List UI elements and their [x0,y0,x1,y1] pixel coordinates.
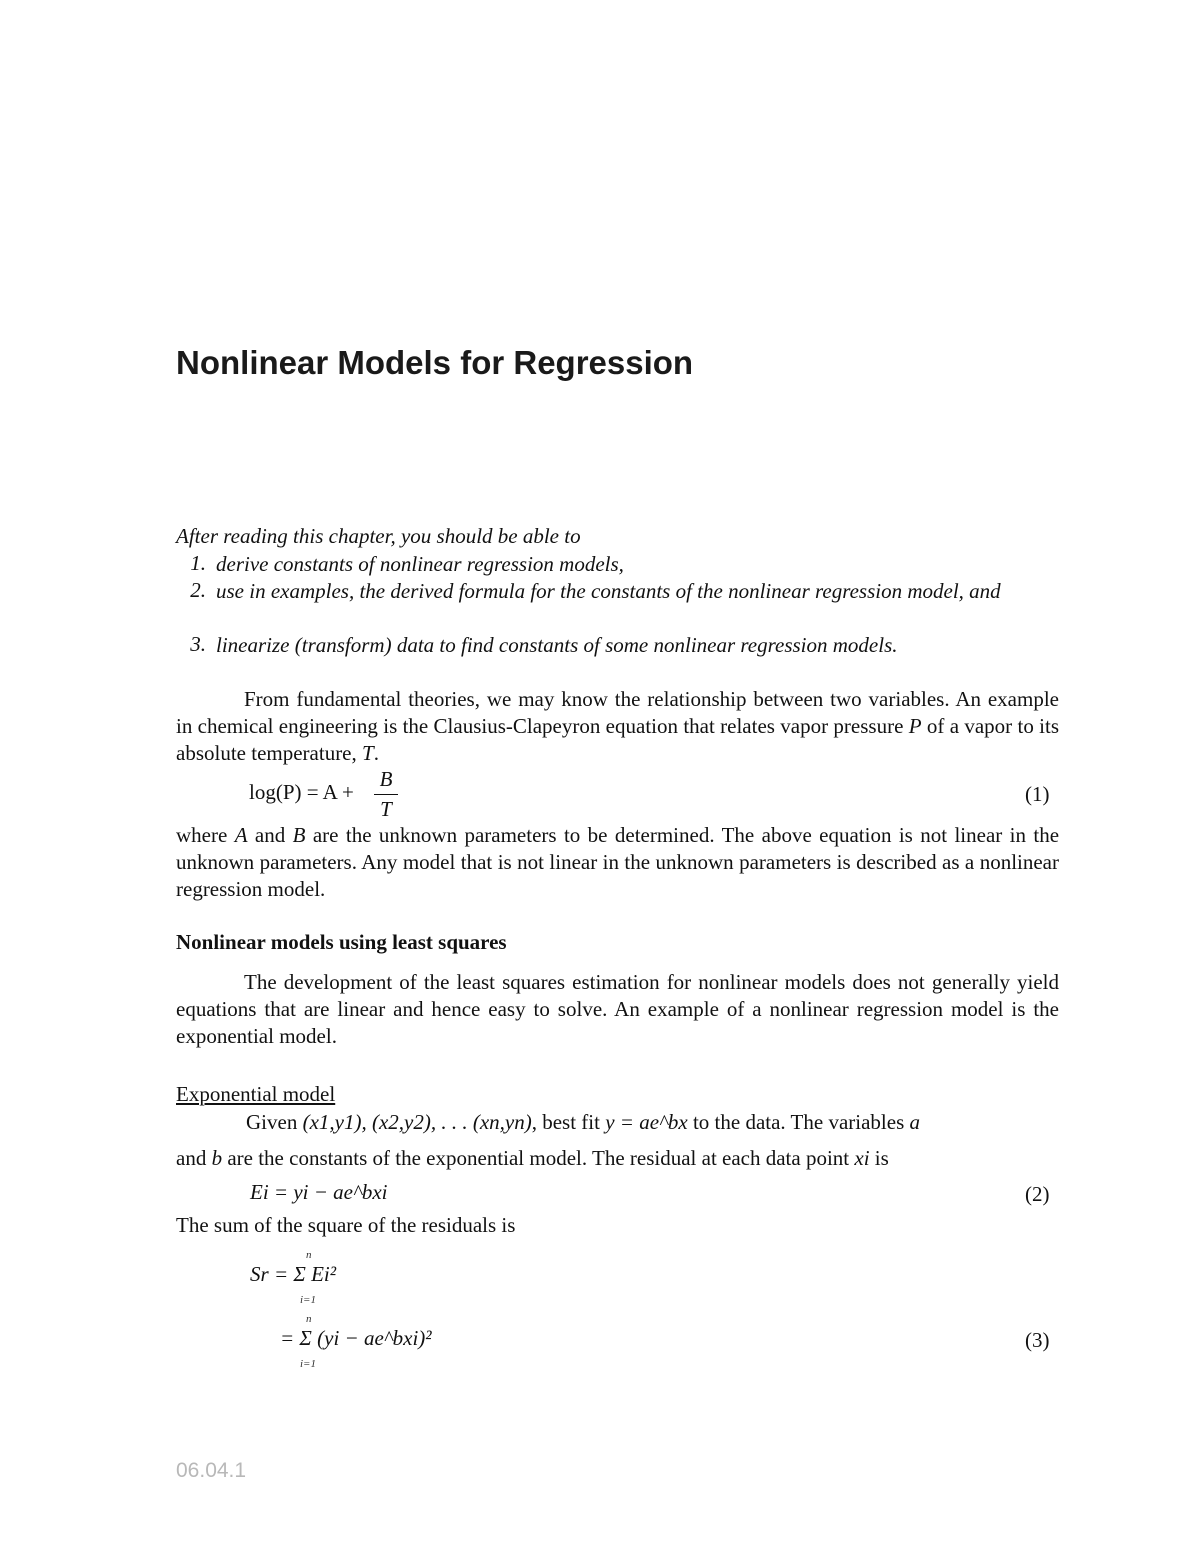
objective-text: linearize (transform) data to find constants of some nonlinear regression models. [216,633,898,657]
paragraph-where [176,822,1059,903]
paragraph-text: are the unknown parameters to be determined. The above equation is not linear in the unknown parameters. Any model that is not linear in the unknown parameters is described as a nonlinear regression model. [176,823,1060,901]
equation-lhs: log(P) = A + [249,780,354,804]
equation-2: Ei = yi − ae^bxi [250,1180,388,1204]
fraction-bar [374,794,398,795]
sum-upper-limit: n [306,1313,312,1325]
bestfit-text: , best fit [531,1110,600,1134]
sum-lower-limit: i=1 [300,1294,316,1306]
paragraph-text: . [373,741,379,765]
objective-text: derive constants of nonlinear regression models, [216,552,624,576]
equation-3-line-1 [250,1262,336,1287]
exponential-model-line-2 [176,1146,1059,1171]
paragraph-text: of a vapor to its absolute temperature, [176,714,1059,765]
equation-1-fraction [374,767,398,827]
variable-p: P [908,714,922,738]
objective-item [176,551,1056,578]
exponential-model-line [176,1110,1059,1135]
page-title: Nonlinear Models for Regression [176,344,694,381]
is-text: is [874,1146,889,1170]
data-points: (x1,y1), (x2,y2), . . . (xn,yn) [302,1110,532,1134]
subsection-heading: Exponential model [176,1082,336,1106]
sum-lower-limit: i=1 [300,1358,316,1370]
objective-number: 1. [190,551,206,575]
variable-b: B [292,823,306,847]
variable-a: A [234,823,248,847]
objective-item [176,632,1056,659]
paragraph-text: and [254,823,286,847]
objective-number: 2. [190,578,206,602]
equation-number: (3) [1025,1328,1050,1352]
paragraph-least-squares: The development of the least squares estimation for nonlinear models does not generally yield equations that are linear and hence easy to solve. An example of a nonlinear regression model is the exponential model. [176,970,1059,1048]
equation-lhs: Sr [250,1262,269,1286]
given-text: Given [246,1110,298,1134]
equation-number: (2) [1025,1182,1050,1206]
section-heading: Nonlinear models using least squares [176,930,507,954]
model-equation: y = ae^bx [605,1110,688,1134]
objective-text: use in examples, the derived formula for the constants of the nonlinear regression model, and [216,579,1001,603]
fraction-numerator: B [379,767,393,791]
paragraph-text: From fundamental theories, we may know the relationship between two variables. An example in chemical engineering is the Clausius-Clapeyron equation that relates vapor pressure [176,687,1059,738]
equation-3-line-2: = Σ (yi − ae^bxi)² [280,1326,432,1350]
constants-text: are the constants of the exponential model. The residual at each data point [227,1146,850,1170]
equation-1 [249,780,354,805]
objective-item [176,578,1056,632]
equation-rhs: = Σ Ei² [273,1262,337,1286]
variable-xi: xi [854,1146,870,1170]
objective-number: 3. [190,632,206,656]
sum-upper-limit: n [306,1249,312,1261]
page-number: 06.04.1 [176,1459,247,1482]
fraction-denominator: T [380,797,392,821]
paragraph-clausius [176,686,1059,767]
and-text: and [176,1146,207,1170]
sum-of-squares-text: The sum of the square of the residuals is [176,1213,516,1237]
paragraph-text: where [176,823,228,847]
to-data-text: to the data. The variables [692,1110,905,1134]
variable-b: b [211,1146,223,1170]
variable-t: T [362,741,374,765]
variable-a: a [909,1110,921,1134]
objectives-intro: After reading this chapter, you should be able to [176,524,581,548]
equation-number: (1) [1025,782,1050,806]
